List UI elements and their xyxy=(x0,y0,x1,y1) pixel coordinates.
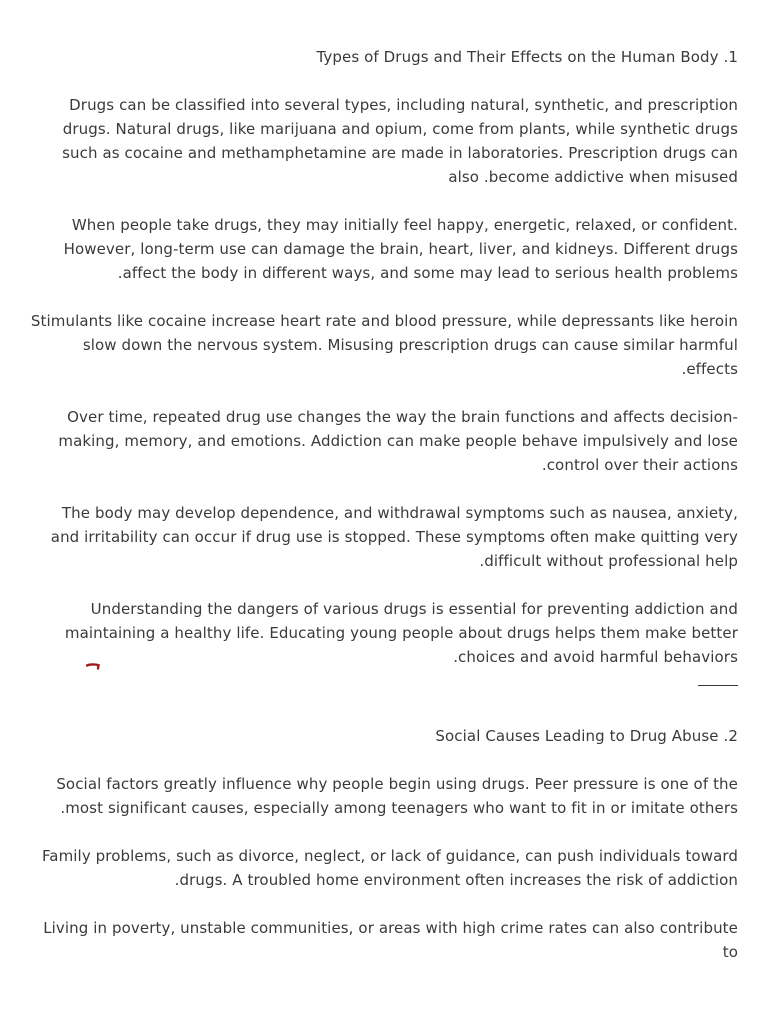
section-1-paragraph-2: When people take drugs, they may initially feel happy, energetic, relaxed, or confident. However, long-term use can damage the brain, heart, liver, and kidneys. Different drugs .affect the body in different ways, and some may lead to serious health problems xyxy=(63,216,738,282)
document-body xyxy=(30,45,738,988)
section-1-paragraph-6: Understanding the dangers of various drugs is essential for preventing addiction and maintaining a healthy life. Educating young people about drugs helps them make better .choices and avoid harmful behaviors xyxy=(64,600,738,666)
section-1-paragraph-4: Over time, repeated drug use changes the way the brain functions and affects decision-making, memory, and emotions. Addiction can make people behave impulsively and lose .control over their actions xyxy=(58,408,738,474)
section-divider xyxy=(698,685,738,686)
section-1-heading: Types of Drugs and Their Effects on the Human Body .1 xyxy=(316,48,738,66)
section-2-paragraph-3: Living in poverty, unstable communities, or areas with high crime rates can also contribute to xyxy=(43,919,738,961)
section-2-heading: Social Causes Leading to Drug Abuse .2 xyxy=(435,727,738,745)
red-annotation-mark-icon xyxy=(86,663,100,671)
section-1-paragraph-3: Stimulants like cocaine increase heart rate and blood pressure, while depressants like heroin slow down the nervous system. Misusing prescription drugs can cause similar harmful .effects xyxy=(30,312,738,378)
section-1-paragraph-1: Drugs can be classified into several types, including natural, synthetic, and prescription drugs. Natural drugs, like marijuana and opium, come from plants, while synthetic drugs such as cocaine and methamphetamine are made in laboratories. Prescription drugs can also .become addictive when misused xyxy=(62,96,738,186)
section-1-paragraph-5: The body may develop dependence, and withdrawal symptoms such as nausea, anxiety, and irritability can occur if drug use is stopped. These symptoms often make quitting very .difficult without professional help xyxy=(50,504,738,570)
section-2-paragraph-1: Social factors greatly influence why people begin using drugs. Peer pressure is one of the .most significant causes, especially among teenagers who want to fit in or imitate others xyxy=(56,775,738,817)
section-2-paragraph-2: Family problems, such as divorce, neglect, or lack of guidance, can push individuals toward .drugs. A troubled home environment often increases the risk of addiction xyxy=(41,847,738,889)
